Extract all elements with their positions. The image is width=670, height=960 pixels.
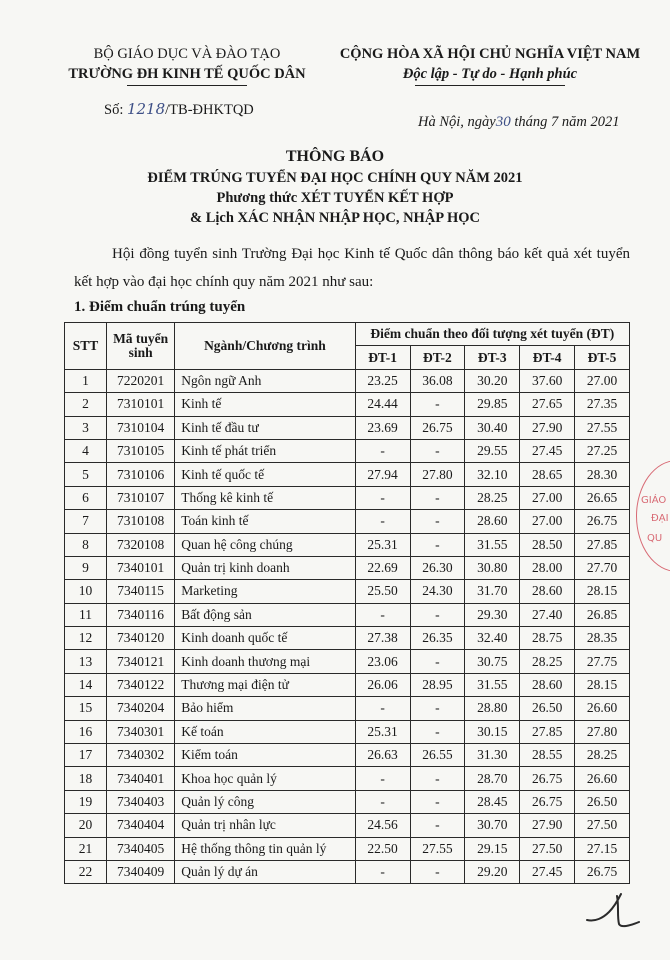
- cell-code: 7320108: [107, 533, 175, 556]
- cell-dt-5: 27.35: [575, 393, 630, 416]
- cell-stt: 17: [65, 744, 107, 767]
- cell-dt-3: 31.70: [465, 580, 520, 603]
- cell-dt-5: 26.75: [575, 860, 630, 883]
- cell-dt-5: 27.00: [575, 369, 630, 392]
- cell-stt: 11: [65, 603, 107, 626]
- cell-program: Khoa học quản lý: [175, 767, 355, 790]
- cell-dt-2: -: [410, 790, 465, 813]
- cell-dt-5: 27.85: [575, 533, 630, 556]
- cell-dt-2: -: [410, 720, 465, 743]
- cell-dt-3: 30.75: [465, 650, 520, 673]
- cell-code: 7340121: [107, 650, 175, 673]
- cell-dt-3: 29.55: [465, 439, 520, 462]
- cell-stt: 19: [65, 790, 107, 813]
- cell-dt-5: 27.50: [575, 814, 630, 837]
- cell-dt-1: -: [355, 767, 410, 790]
- cell-program: Thống kê kinh tế: [175, 486, 355, 509]
- cell-stt: 10: [65, 580, 107, 603]
- table-row: [65, 603, 630, 626]
- cell-stt: 12: [65, 627, 107, 650]
- cell-dt-3: 31.55: [465, 673, 520, 696]
- header-dt-5: ĐT-5: [575, 346, 630, 369]
- title-schedule: & Lịch XÁC NHẬN NHẬP HỌC, NHẬP HỌC: [190, 210, 480, 226]
- cell-dt-1: 23.06: [355, 650, 410, 673]
- cell-dt-1: 23.69: [355, 416, 410, 439]
- cell-dt-3: 30.15: [465, 720, 520, 743]
- school-name: TRƯỜNG ĐH KINH TẾ QUỐC DÂN: [68, 66, 306, 82]
- table-row: [65, 416, 630, 439]
- cell-dt-5: 26.75: [575, 510, 630, 533]
- cell-dt-4: 27.45: [520, 439, 575, 462]
- cell-program: Kinh tế phát triển: [175, 439, 355, 462]
- cell-program: Hệ thống thông tin quản lý: [175, 837, 355, 860]
- doc-number-prefix: Số:: [104, 102, 127, 118]
- cell-dt-4: 27.85: [520, 720, 575, 743]
- header-dt-4: ĐT-4: [520, 346, 575, 369]
- cell-program: Quản lý công: [175, 790, 355, 813]
- table-body: [65, 369, 630, 884]
- cell-stt: 6: [65, 486, 107, 509]
- document-titles: [100, 146, 570, 228]
- table-row: [65, 744, 630, 767]
- cell-program: Kinh tế quốc tế: [175, 463, 355, 486]
- cell-stt: 7: [65, 510, 107, 533]
- cell-program: Toán kinh tế: [175, 510, 355, 533]
- cell-stt: 21: [65, 837, 107, 860]
- cell-stt: 2: [65, 393, 107, 416]
- cell-dt-2: 26.55: [410, 744, 465, 767]
- seal-text-a: GIÁO: [641, 495, 667, 506]
- cell-dt-3: 30.20: [465, 369, 520, 392]
- table-row: [65, 393, 630, 416]
- cell-dt-5: 27.25: [575, 439, 630, 462]
- cell-dt-1: 27.38: [355, 627, 410, 650]
- cell-dt-5: 26.65: [575, 486, 630, 509]
- cell-dt-1: 24.44: [355, 393, 410, 416]
- cell-dt-5: 26.50: [575, 790, 630, 813]
- header-code: Mã tuyển sinh: [107, 323, 175, 370]
- doc-number-handwritten: 1218: [126, 100, 166, 118]
- cell-dt-2: 27.80: [410, 463, 465, 486]
- cell-dt-3: 30.80: [465, 556, 520, 579]
- seal-text-b: ĐẠI: [651, 513, 669, 524]
- table-row: [65, 463, 630, 486]
- cell-program: Marketing: [175, 580, 355, 603]
- intro-paragraph: Hội đồng tuyển sinh Trường Đại học Kinh tế Quốc dân thông báo kết quả xét tuyển kết hợp vào đại học chính quy năm 2021 như sau:: [74, 246, 630, 290]
- cell-dt-4: 26.50: [520, 697, 575, 720]
- cell-dt-4: 28.55: [520, 744, 575, 767]
- cell-dt-4: 28.75: [520, 627, 575, 650]
- title-subject: ĐIỂM TRÚNG TUYỂN ĐẠI HỌC CHÍNH QUY NĂM 2021: [147, 170, 523, 186]
- cell-dt-3: 28.80: [465, 697, 520, 720]
- cell-program: Kiểm toán: [175, 744, 355, 767]
- cell-dt-3: 31.55: [465, 533, 520, 556]
- ministry-name: BỘ GIÁO DỤC VÀ ĐÀO TẠO: [93, 46, 281, 62]
- header-program: Ngành/Chương trình: [175, 323, 355, 370]
- cell-dt-3: 30.40: [465, 416, 520, 439]
- doc-number-suffix: /TB-ĐHKTQD: [165, 102, 254, 118]
- cell-code: 7340116: [107, 603, 175, 626]
- cell-program: Kinh tế: [175, 393, 355, 416]
- cell-dt-5: 26.85: [575, 603, 630, 626]
- cell-dt-4: 27.00: [520, 510, 575, 533]
- table-row: [65, 790, 630, 813]
- cell-dt-3: 29.85: [465, 393, 520, 416]
- cell-dt-2: -: [410, 603, 465, 626]
- document-number: [104, 100, 254, 119]
- cell-dt-1: -: [355, 439, 410, 462]
- cell-code: 7310105: [107, 439, 175, 462]
- cell-dt-1: 25.31: [355, 533, 410, 556]
- header-right: [330, 44, 650, 86]
- cell-dt-4: 26.75: [520, 790, 575, 813]
- cell-dt-4: 28.60: [520, 580, 575, 603]
- cell-code: 7310108: [107, 510, 175, 533]
- cell-code: 7340120: [107, 627, 175, 650]
- place-date-day: 30: [495, 114, 511, 130]
- cell-program: Quản lý dự án: [175, 860, 355, 883]
- cell-dt-3: 29.30: [465, 603, 520, 626]
- cell-dt-1: 26.06: [355, 673, 410, 696]
- cell-dt-2: 26.75: [410, 416, 465, 439]
- cell-dt-1: -: [355, 790, 410, 813]
- cell-dt-5: 26.60: [575, 697, 630, 720]
- header-dt-1: ĐT-1: [355, 346, 410, 369]
- header-left: [62, 44, 312, 86]
- header-left-underline: [127, 85, 247, 86]
- cell-dt-2: -: [410, 860, 465, 883]
- cell-dt-1: 24.56: [355, 814, 410, 837]
- cell-dt-2: -: [410, 486, 465, 509]
- header-stt: STT: [65, 323, 107, 370]
- cell-dt-3: 28.25: [465, 486, 520, 509]
- national-motto: Độc lập - Tự do - Hạnh phúc: [402, 66, 578, 82]
- cell-dt-1: -: [355, 697, 410, 720]
- cell-dt-4: 27.65: [520, 393, 575, 416]
- cell-dt-2: -: [410, 650, 465, 673]
- cell-dt-4: 37.60: [520, 369, 575, 392]
- cell-code: 7340204: [107, 697, 175, 720]
- cell-dt-3: 29.15: [465, 837, 520, 860]
- cell-program: Kinh tế đầu tư: [175, 416, 355, 439]
- cell-dt-4: 27.50: [520, 837, 575, 860]
- cell-dt-4: 27.90: [520, 416, 575, 439]
- cell-program: Thương mại điện tử: [175, 673, 355, 696]
- cell-dt-2: -: [410, 697, 465, 720]
- header-score-group: Điểm chuẩn theo đối tượng xét tuyển (ĐT): [355, 323, 629, 346]
- cell-dt-2: -: [410, 393, 465, 416]
- cell-program: Quan hệ công chúng: [175, 533, 355, 556]
- cell-dt-2: 36.08: [410, 369, 465, 392]
- cell-dt-1: -: [355, 603, 410, 626]
- cell-code: 7340404: [107, 814, 175, 837]
- cell-dt-1: 27.94: [355, 463, 410, 486]
- cell-dt-2: 26.35: [410, 627, 465, 650]
- place-date-suffix: tháng 7 năm 2021: [510, 114, 620, 130]
- cell-stt: 15: [65, 697, 107, 720]
- cell-stt: 13: [65, 650, 107, 673]
- title-method: Phương thức XÉT TUYỂN KẾT HỢP: [216, 190, 454, 206]
- cell-dt-3: 29.20: [465, 860, 520, 883]
- cell-dt-2: 27.55: [410, 837, 465, 860]
- table-row: [65, 556, 630, 579]
- cell-program: Quản trị nhân lực: [175, 814, 355, 837]
- table-row: [65, 720, 630, 743]
- cell-dt-5: 28.25: [575, 744, 630, 767]
- table-row: [65, 486, 630, 509]
- cell-dt-2: 26.30: [410, 556, 465, 579]
- cell-code: 7220201: [107, 369, 175, 392]
- cell-code: 7340405: [107, 837, 175, 860]
- table-row: [65, 697, 630, 720]
- table-row: [65, 533, 630, 556]
- cell-dt-2: -: [410, 439, 465, 462]
- cell-code: 7310101: [107, 393, 175, 416]
- cell-program: Kinh doanh quốc tế: [175, 627, 355, 650]
- cell-stt: 16: [65, 720, 107, 743]
- cell-dt-4: 28.50: [520, 533, 575, 556]
- header-dt-3: ĐT-3: [465, 346, 520, 369]
- cell-dt-4: 27.40: [520, 603, 575, 626]
- cell-stt: 4: [65, 439, 107, 462]
- table-row: [65, 650, 630, 673]
- cell-dt-5: 27.15: [575, 837, 630, 860]
- cell-dt-5: 28.35: [575, 627, 630, 650]
- cell-dt-1: -: [355, 510, 410, 533]
- cell-program: Kế toán: [175, 720, 355, 743]
- header-dt-2: ĐT-2: [410, 346, 465, 369]
- cell-dt-5: 28.15: [575, 580, 630, 603]
- cell-dt-5: 27.55: [575, 416, 630, 439]
- cell-dt-4: 28.60: [520, 673, 575, 696]
- cell-dt-3: 31.30: [465, 744, 520, 767]
- cell-dt-3: 32.10: [465, 463, 520, 486]
- table-row: [65, 439, 630, 462]
- cell-code: 7340122: [107, 673, 175, 696]
- red-seal-stamp: [636, 460, 670, 572]
- cell-stt: 8: [65, 533, 107, 556]
- table-row: [65, 860, 630, 883]
- cell-stt: 22: [65, 860, 107, 883]
- cell-code: 7340403: [107, 790, 175, 813]
- place-date: [418, 114, 619, 131]
- cell-stt: 5: [65, 463, 107, 486]
- cell-dt-3: 28.45: [465, 790, 520, 813]
- section-heading: 1. Điểm chuẩn trúng tuyển: [74, 299, 246, 315]
- seal-text-c: QU: [647, 533, 663, 544]
- cell-code: 7340301: [107, 720, 175, 743]
- cell-code: 7340101: [107, 556, 175, 579]
- cell-dt-3: 30.70: [465, 814, 520, 837]
- cell-dt-4: 26.75: [520, 767, 575, 790]
- title-announcement: THÔNG BÁO: [285, 148, 385, 165]
- cell-dt-5: 26.60: [575, 767, 630, 790]
- cell-dt-2: -: [410, 814, 465, 837]
- cell-stt: 20: [65, 814, 107, 837]
- cell-code: 7310107: [107, 486, 175, 509]
- cell-dt-5: 27.80: [575, 720, 630, 743]
- cell-dt-1: 25.50: [355, 580, 410, 603]
- table-header-row: [65, 323, 630, 346]
- cell-code: 7340302: [107, 744, 175, 767]
- cell-dt-2: 28.95: [410, 673, 465, 696]
- cell-dt-5: 27.70: [575, 556, 630, 579]
- cell-dt-3: 32.40: [465, 627, 520, 650]
- cell-dt-4: 28.00: [520, 556, 575, 579]
- signature-mark: [583, 888, 643, 932]
- cell-dt-4: 27.00: [520, 486, 575, 509]
- cell-code: 7340409: [107, 860, 175, 883]
- place-date-prefix: Hà Nội, ngày: [418, 114, 496, 130]
- cell-program: Quản trị kinh doanh: [175, 556, 355, 579]
- cell-stt: 3: [65, 416, 107, 439]
- cell-stt: 18: [65, 767, 107, 790]
- cell-code: 7310104: [107, 416, 175, 439]
- cell-dt-2: -: [410, 510, 465, 533]
- table-row: [65, 627, 630, 650]
- cutoff-score-table: [64, 322, 630, 884]
- cell-dt-1: 26.63: [355, 744, 410, 767]
- cell-dt-5: 27.75: [575, 650, 630, 673]
- cell-code: 7310106: [107, 463, 175, 486]
- cell-stt: 9: [65, 556, 107, 579]
- cell-dt-3: 28.60: [465, 510, 520, 533]
- cell-code: 7340115: [107, 580, 175, 603]
- table-row: [65, 369, 630, 392]
- table-row: [65, 767, 630, 790]
- cell-dt-1: 25.31: [355, 720, 410, 743]
- cell-dt-4: 27.45: [520, 860, 575, 883]
- cell-program: Kinh doanh thương mại: [175, 650, 355, 673]
- cell-dt-1: 22.50: [355, 837, 410, 860]
- cell-dt-1: 23.25: [355, 369, 410, 392]
- cell-dt-2: -: [410, 533, 465, 556]
- cell-stt: 1: [65, 369, 107, 392]
- cell-dt-5: 28.30: [575, 463, 630, 486]
- cell-dt-4: 28.65: [520, 463, 575, 486]
- cell-dt-4: 28.25: [520, 650, 575, 673]
- cell-code: 7340401: [107, 767, 175, 790]
- cell-dt-1: -: [355, 860, 410, 883]
- country-name: CỘNG HÒA XÃ HỘI CHỦ NGHĨA VIỆT NAM: [339, 46, 641, 62]
- cell-dt-2: -: [410, 767, 465, 790]
- cell-dt-3: 28.70: [465, 767, 520, 790]
- cell-stt: 14: [65, 673, 107, 696]
- table-row: [65, 814, 630, 837]
- table-row: [65, 510, 630, 533]
- table-row: [65, 837, 630, 860]
- cell-dt-4: 27.90: [520, 814, 575, 837]
- cell-dt-2: 24.30: [410, 580, 465, 603]
- cell-program: Bảo hiểm: [175, 697, 355, 720]
- cell-dt-1: 22.69: [355, 556, 410, 579]
- cell-dt-1: -: [355, 486, 410, 509]
- cell-program: Bất động sản: [175, 603, 355, 626]
- cell-program: Ngôn ngữ Anh: [175, 369, 355, 392]
- table-row: [65, 673, 630, 696]
- table-row: [65, 580, 630, 603]
- cell-dt-5: 28.15: [575, 673, 630, 696]
- header-right-underline: [415, 85, 565, 86]
